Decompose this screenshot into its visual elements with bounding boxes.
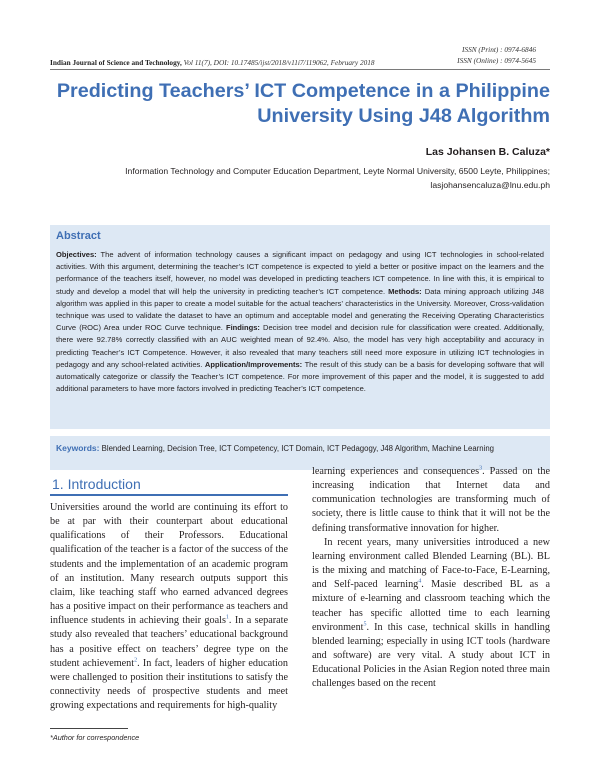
keywords-text: Blended Learning, Decision Tree, ICT Competency, ICT Domain, ICT Pedagogy, J48 Algorithm, Machine Learning (101, 444, 495, 453)
affiliation-text: Information Technology and Computer Education Department, Leyte Normal University, 6500 Leyte, Philippines; (125, 166, 550, 176)
intro-paragraph-1-start (50, 501, 288, 713)
footnote-rule (50, 728, 128, 729)
keywords-label: Keywords: (56, 443, 100, 453)
author-affiliation (30, 164, 550, 192)
intro-text-1c-continued: learning experiences and consequences (312, 466, 480, 477)
journal-details: Vol 11(7), DOI: 10.17485/ijst/2018/v11i7/119062, February 2018 (183, 58, 375, 67)
right-column (312, 465, 550, 692)
intro-paragraph-1-continued (312, 465, 550, 536)
intro-text-2c: . In this case, technical skills in handling blended learning; especially in using ICT tools (hardware and software) are very vital. A study about ICT in Educational Policies in the Asian Region noted three main challenges based on the recent (312, 621, 550, 690)
intro-text-1b: . In a separate study also revealed that teachers’ educational background has a positive effect on teachers’ degree type on the student achievement (50, 615, 288, 669)
methods-label: Methods: (388, 286, 422, 296)
objectives-label: Objectives: (56, 250, 97, 259)
intro-text-1d: . Passed on the increasing indication that Internet data and communication technologies are transforming much of society, there is little cause to think that it will not be the defining transformative innovation for higher. (312, 466, 550, 534)
citation-5[interactable]: 5 (363, 621, 367, 628)
intro-text-2b: . Masie described BL as a mixture of e-learning and classroom teaching which the teacher has specific allotted time to each learning environment (312, 579, 550, 633)
findings-label: Findings: (225, 323, 260, 333)
left-column (50, 501, 288, 713)
intro-text-1c: . In fact, leaders of higher education were challenged to position their institutions to satisfy the connectivity needs of prospective students and meet growing expectations and requirements for high-quality (50, 657, 288, 712)
intro-paragraph-2 (312, 536, 550, 692)
section-rule (50, 494, 288, 496)
findings-text: Decision tree model and decision rule for classification were created. Additionally, there were 92.78% correctly classified with an AUC weighted mean of 92.4%. Also, the model has very high acceptability and accuracy in predicting Teacher’s ICT Competence. However, it also revealed that many teachers still need more exposure in utilizing ICT technologies in pedagogy and any school-related activities. (56, 323, 544, 369)
citation-1[interactable]: 1 (225, 614, 229, 621)
issn-online: ISSN (Online) : 0974-5645 (457, 56, 536, 65)
citation-2[interactable]: 2 (134, 657, 138, 664)
objectives-text: The advent of information technology causes a significant impact on pedagogy and using ICT technologies in school-related activities. With this argument, determining the teacher’s ICT competence is expected to yield a better or positive impact on the learners and the performance of the teachers itself, however, no model was developed in predicting teachers ICT competence. In line with this, it is empirical to study and develop a model that will help the university in predicting teacher’s ICT competence. (56, 250, 544, 296)
intro-text-1a: Universities around the world are continuing its effort to be at par with their counterpart about educational qualifications of their Professors. Educational qualification of the teacher is a factor of the success of the students and the implementation of an academic program of an institution. Many research outputs support this claim, like teaching staff who earned advanced degrees has a positive impact on their performance as teachers and influence students in achieving their goals (50, 502, 288, 627)
journal-citation (50, 58, 375, 67)
journal-name: Indian Journal of Science and Technology, (50, 58, 182, 67)
paper-title: Predicting Teachers’ ICT Competence in a Philippine University Using J48 Algorithm (56, 80, 550, 127)
intro-text-2a: In recent years, many universities introduced a new learning environment called Blended Learning (BL). BL is the mixing and matching of Face-to-Face, E-Learning, and Self-paced learning (312, 536, 550, 591)
footnote-correspondence: *Author for correspondence (50, 733, 140, 742)
citation-4[interactable]: 4 (418, 578, 422, 585)
keywords (56, 442, 544, 455)
section-heading-introduction: 1. Introduction (52, 476, 141, 492)
author-name: Las Johansen B. Caluza* (425, 146, 550, 158)
header-rule (50, 69, 550, 70)
application-label: Application/Improvements: (204, 359, 303, 369)
author-email: lasjohansencaluza@lnu.edu.ph (430, 180, 550, 190)
abstract-heading: Abstract (56, 230, 101, 242)
abstract-body (56, 249, 544, 395)
issn-print: ISSN (Print) : 0974-6846 (462, 45, 536, 54)
citation-3[interactable]: 3 (479, 465, 483, 472)
issn-block (457, 44, 536, 66)
methods-text: Data mining approach utilizing J48 algorithm was applied in this paper to create a model suitable for the actual teachers’ characteristics in the University. Moreover, Cross-validation technique was used to validate the dataset to have an optimum and acceptable model and generating the Receiving Operating Characteristics Curve (ROC) Area under ROC Curve technique. (56, 286, 544, 333)
application-text: The result of this study can be a basis for developing software that will automatically categorize or classify the Teacher’s ICT competence. For more improvement of this paper and the model, it is suggested to add additional parameters to have more factors involved in predicting Teacher’s ICT competence. (56, 359, 544, 394)
